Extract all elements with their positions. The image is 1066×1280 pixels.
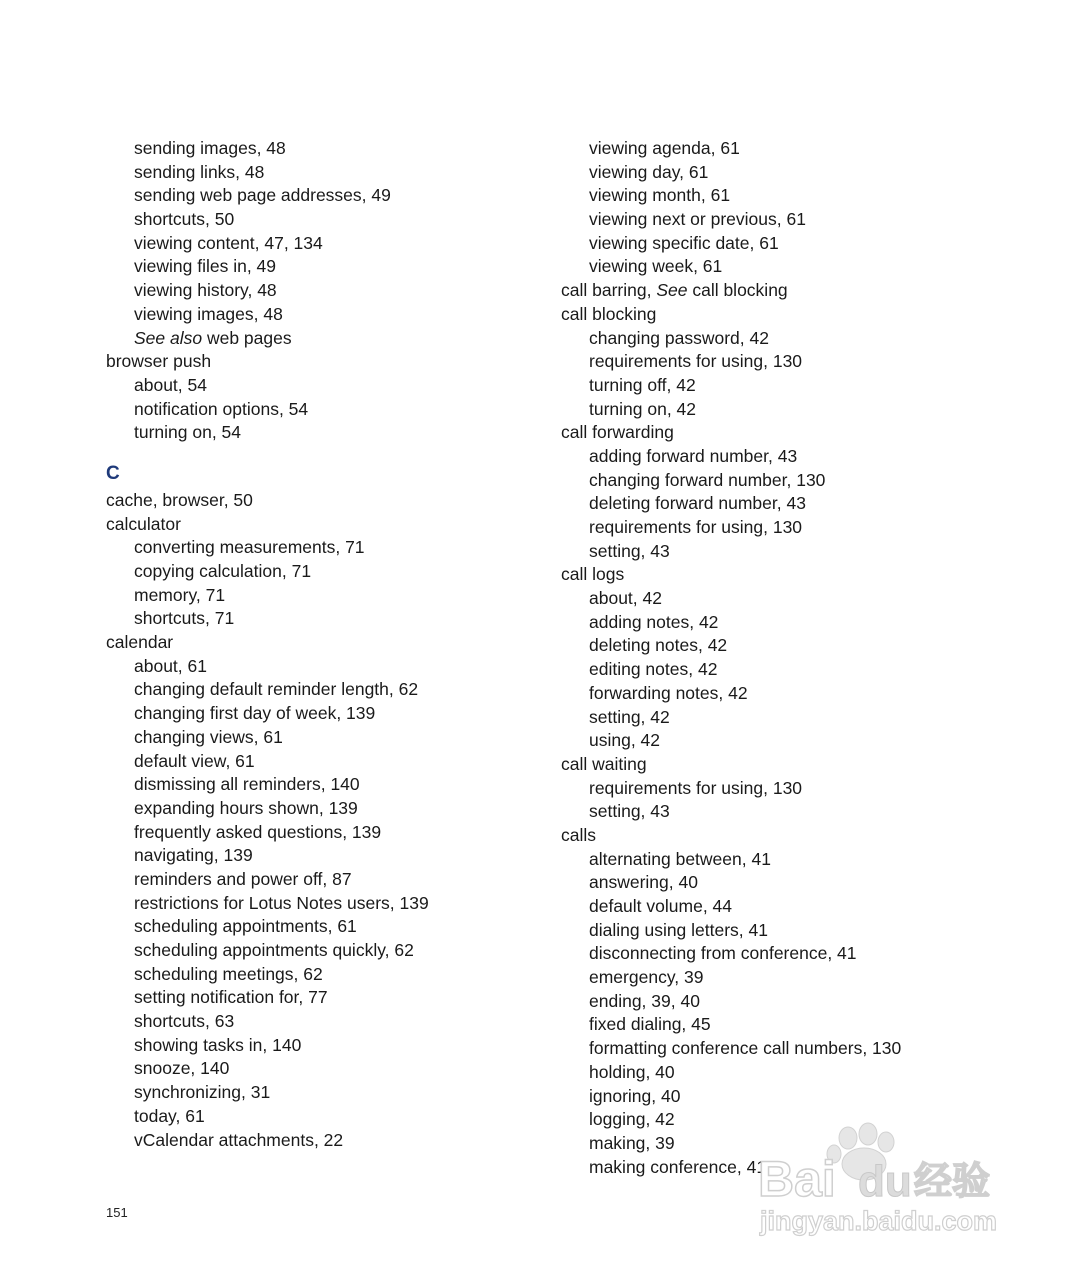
entry-text: calls (561, 824, 597, 845)
index-entry (561, 421, 1041, 445)
index-subentry (561, 895, 1041, 919)
index-subentry (561, 398, 1041, 422)
entry-text: restrictions for Lotus Notes users, 139 (134, 892, 429, 913)
entry-text: changing password, 42 (589, 327, 769, 348)
watermark-url: jingyan.baidu.com (760, 1206, 998, 1236)
entry-text: adding forward number, 43 (589, 445, 798, 466)
entry-text: shortcuts, 63 (134, 1011, 235, 1032)
entry-text: scheduling meetings, 62 (134, 963, 323, 984)
entry-text: scheduling appointments, 61 (134, 916, 357, 937)
index-subentry (561, 966, 1041, 990)
entry-text: viewing files in, 49 (134, 256, 277, 277)
section-letter: C (106, 462, 120, 484)
index-subentry (561, 232, 1041, 256)
entry-text: frequently asked questions, 139 (134, 821, 382, 842)
index-subentry (106, 421, 546, 445)
index-subentry (561, 942, 1041, 966)
entry-text: changing views, 61 (134, 726, 283, 747)
entry-text: forwarding notes, 42 (589, 682, 748, 703)
index-subentry (561, 374, 1041, 398)
entry-text: making conference, 41 (589, 1156, 767, 1177)
entry-text: answering, 40 (589, 872, 698, 893)
entry-text: call barring, (561, 280, 657, 301)
entry-text: setting, 43 (589, 801, 670, 822)
index-entry (561, 824, 1041, 848)
page-number: 151 (106, 1205, 128, 1220)
entry-text: emergency, 39 (589, 967, 704, 988)
index-entry (561, 303, 1041, 327)
index-subentry (106, 750, 546, 774)
index-subentry (106, 1129, 546, 1153)
entry-text: about, 54 (134, 374, 207, 395)
index-subentry (561, 682, 1041, 706)
index-subentry (106, 986, 546, 1010)
index-subentry (106, 1010, 546, 1034)
index-subentry (561, 800, 1041, 824)
entry-text: call forwarding (561, 422, 674, 443)
index-subentry (106, 137, 546, 161)
entry-text: sending links, 48 (134, 161, 265, 182)
entry-text: calculator (106, 513, 181, 534)
entry-text: changing default reminder length, 62 (134, 679, 419, 700)
entry-text: editing notes, 42 (589, 659, 718, 680)
index-subentry (106, 398, 546, 422)
index-subentry (106, 868, 546, 892)
index-subentry (106, 797, 546, 821)
entry-text: calendar (106, 632, 174, 653)
index-subentry (106, 892, 546, 916)
index-subentry (106, 161, 546, 185)
index-subentry (106, 327, 546, 351)
index-subentry (106, 821, 546, 845)
index-subentry (561, 848, 1041, 872)
index-subentry (106, 255, 546, 279)
entry-text: viewing content, 47, 134 (134, 232, 323, 253)
entry-text: logging, 42 (589, 1109, 675, 1130)
entry-text: turning on, 54 (134, 422, 242, 443)
entry-text: adding notes, 42 (589, 611, 719, 632)
watermark-brand: Bai (758, 1151, 836, 1207)
index-subentry (561, 184, 1041, 208)
index-subentry (106, 844, 546, 868)
index-subentry (561, 516, 1041, 540)
index-subentry (106, 374, 546, 398)
entry-text: viewing specific date, 61 (589, 232, 779, 253)
entry-text: navigating, 139 (134, 845, 253, 866)
index-entry (106, 350, 546, 374)
entry-text: using, 42 (589, 730, 661, 751)
index-subentry (106, 915, 546, 939)
entry-text: about, 42 (589, 588, 662, 609)
index-subentry (106, 536, 546, 560)
index-subentry (106, 279, 546, 303)
entry-text: vCalendar attachments, 22 (134, 1129, 344, 1150)
index-subentry (561, 255, 1041, 279)
index-subentry (106, 303, 546, 327)
index-subentry (561, 1061, 1041, 1085)
index-subentry (561, 1037, 1041, 1061)
index-subentry (561, 919, 1041, 943)
entry-text: formatting conference call numbers, 130 (589, 1038, 902, 1059)
index-subentry (561, 208, 1041, 232)
entry-text: ignoring, 40 (589, 1085, 681, 1106)
index-column-right (561, 137, 1041, 1179)
index-subentry (106, 678, 546, 702)
index-subentry (561, 871, 1041, 895)
entry-text: viewing day, 61 (589, 161, 709, 182)
entry-text: shortcuts, 71 (134, 608, 235, 629)
entry-text: dialing using letters, 41 (589, 919, 768, 940)
index-subentry (106, 1081, 546, 1105)
entry-text: setting, 43 (589, 540, 670, 561)
index-subentry (106, 184, 546, 208)
baidu-watermark (756, 1120, 1006, 1240)
entry-text: alternating between, 41 (589, 848, 771, 869)
entry-text: making, 39 (589, 1132, 675, 1153)
index-subentry (561, 658, 1041, 682)
see-reference: See (656, 280, 688, 301)
entry-text: synchronizing, 31 (134, 1082, 271, 1103)
entry-text: copying calculation, 71 (134, 561, 312, 581)
index-subentry (561, 469, 1041, 493)
entry-text: snooze, 140 (134, 1058, 230, 1079)
entry-text: setting, 42 (589, 706, 670, 727)
entry-text: about, 61 (134, 655, 207, 676)
entry-text: today, 61 (134, 1105, 205, 1126)
index-subentry (106, 584, 546, 608)
entry-text: deleting forward number, 43 (589, 493, 806, 514)
see-reference: See also (134, 327, 203, 348)
entry-text: expanding hours shown, 139 (134, 797, 358, 818)
entry-text: viewing week, 61 (589, 256, 723, 277)
index-subentry (561, 634, 1041, 658)
entry-text: scheduling appointments quickly, 62 (134, 940, 414, 960)
index-entry (561, 753, 1041, 777)
entry-text: ending, 39, 40 (589, 990, 700, 1011)
entry-text: notification options, 54 (134, 398, 309, 419)
entry-text: requirements for using, 130 (589, 777, 803, 798)
entry-text: web pages (202, 327, 292, 348)
index-subentry (561, 161, 1041, 185)
entry-text: sending images, 48 (134, 138, 286, 158)
entry-text: turning off, 42 (589, 374, 696, 395)
entry-text: holding, 40 (589, 1061, 675, 1082)
index-subentry (561, 540, 1041, 564)
index-subentry (561, 1013, 1041, 1037)
index-subentry (561, 350, 1041, 374)
entry-text: shortcuts, 50 (134, 209, 235, 230)
entry-text: fixed dialing, 45 (589, 1014, 711, 1035)
entry-text: requirements for using, 130 (589, 517, 803, 537)
entry-text: reminders and power off, 87 (134, 868, 352, 889)
index-subentry (106, 726, 546, 750)
index-subentry (561, 1085, 1041, 1109)
entry-text: viewing agenda, 61 (589, 138, 740, 158)
watermark-brand-cn: 经验 (914, 1159, 991, 1203)
entry-text: dismissing all reminders, 140 (134, 774, 360, 795)
entry-text: changing forward number, 130 (589, 469, 826, 490)
index-subentry (561, 990, 1041, 1014)
entry-text: default view, 61 (134, 750, 255, 771)
index-subentry (106, 939, 546, 963)
index-entry (561, 563, 1041, 587)
entry-text: viewing month, 61 (589, 185, 731, 206)
index-subentry (561, 777, 1041, 801)
entry-text: cache, browser, 50 (106, 489, 253, 510)
index-subentry (106, 655, 546, 679)
entry-text: memory, 71 (134, 584, 226, 605)
index-subentry (106, 607, 546, 631)
index-subentry (561, 611, 1041, 635)
entry-text: viewing images, 48 (134, 303, 283, 324)
index-subentry (106, 560, 546, 584)
index-subentry (106, 702, 546, 726)
index-subentry (561, 445, 1041, 469)
entry-text: call blocking (561, 303, 657, 324)
entry-text: converting measurements, 71 (134, 537, 365, 558)
entry-text: call logs (561, 564, 625, 585)
entry-text: deleting notes, 42 (589, 635, 728, 656)
index-subentry (106, 1057, 546, 1081)
entry-text: disconnecting from conference, 41 (589, 943, 857, 964)
index-entry (561, 279, 1041, 303)
entry-text: default volume, 44 (589, 896, 733, 916)
index-subentry (106, 232, 546, 256)
index-subentry (106, 1105, 546, 1129)
entry-text: viewing history, 48 (134, 280, 277, 301)
entry-text: turning on, 42 (589, 398, 697, 419)
watermark-brand-du: du (858, 1157, 912, 1206)
index-subentry (561, 137, 1041, 161)
entry-text: browser push (106, 351, 212, 372)
index-entry (106, 513, 546, 537)
index-column-left (106, 137, 546, 1152)
index-subentry (561, 327, 1041, 351)
entry-text: call blocking (687, 280, 788, 301)
index-subentry (106, 1034, 546, 1058)
index-entry (106, 631, 546, 655)
index-entry (106, 489, 546, 513)
entry-text: requirements for using, 130 (589, 351, 803, 372)
entry-text: setting notification for, 77 (134, 987, 328, 1008)
entry-text: viewing next or previous, 61 (589, 209, 806, 230)
index-subentry (561, 706, 1041, 730)
entry-text: sending web page addresses, 49 (134, 185, 391, 206)
index-subentry (561, 729, 1041, 753)
index-subentry (106, 963, 546, 987)
index-subentry (561, 492, 1041, 516)
index-subentry (561, 587, 1041, 611)
index-subentry (106, 208, 546, 232)
entry-text: showing tasks in, 140 (134, 1034, 302, 1055)
entry-text: changing first day of week, 139 (134, 703, 376, 724)
index-subentry (106, 773, 546, 797)
entry-text: call waiting (561, 753, 647, 774)
